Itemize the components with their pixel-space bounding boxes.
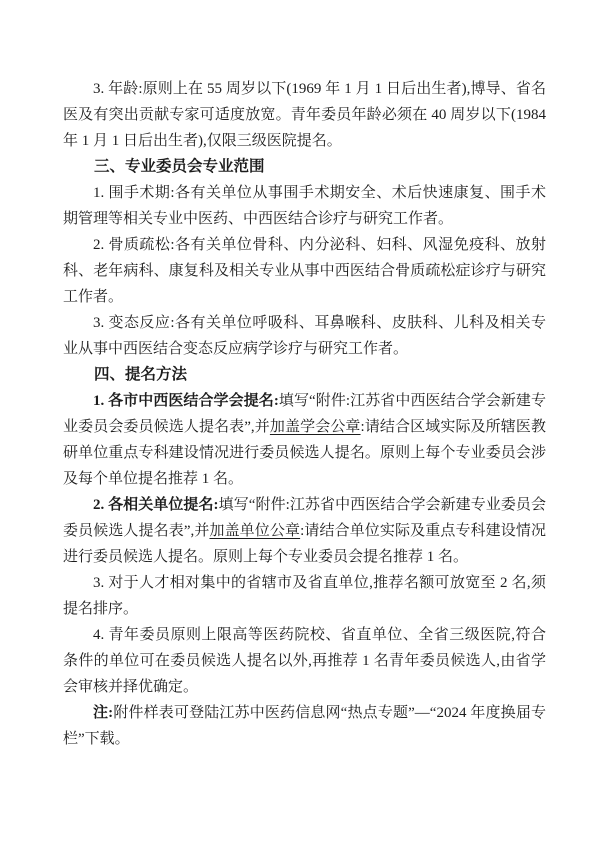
paragraph-text: 3. 对于人才相对集中的省辖市及省直单位,推荐名额可放宽至 2 名,须提名排序。	[63, 575, 546, 617]
paragraph-note	[63, 700, 546, 752]
paragraph-unit-nomination	[63, 492, 546, 570]
paragraph-quota-expansion	[63, 570, 546, 622]
paragraph-text: :请结合单位实际及重点专科建设情况进行委员候选人提名。原则上每个专业委员会提名推荐 1 名。	[63, 523, 546, 565]
paragraph-youth-member	[63, 622, 546, 700]
paragraph-city-society-nomination	[63, 388, 546, 492]
paragraph-text: 4. 青年委员原则上限高等医药院校、省直单位、全省三级医院,符合条件的单位可在委员候选人提名以外,再推荐 1 名青年委员候选人,由省学会审核并择优确定。	[63, 627, 546, 695]
paragraph-age-rule	[63, 76, 546, 154]
section-heading-scope	[63, 154, 546, 180]
paragraph-perioperative	[63, 180, 546, 232]
paragraph-text: 填写“附件:江苏省中西医结合学会新建专业委员会委员候选人提名表”,并	[63, 393, 547, 435]
paragraph-underlined-phrase: 加盖学会公章	[269, 419, 361, 435]
paragraph-text: 3. 年龄:原则上在 55 周岁以下(1969 年 1 月 1 日后出生者),博导、省名医及有突出贡献专家可适度放宽。青年委员年龄必须在 40 周岁以下(1984 年 1 月 1 日后出生者),仅限三级医院提名。	[63, 81, 546, 149]
paragraph-lead-bold: 1. 各市中西医结合学会提名:	[93, 393, 279, 409]
paragraph-text: 1. 围手术期:各有关单位从事围手术期安全、术后快速康复、围手术期管理等相关专业中医药、中西医结合诊疗与研究工作者。	[63, 185, 546, 227]
paragraph-osteoporosis	[63, 232, 546, 310]
paragraph-text: 填写“附件:江苏省中西医结合学会新建专业委员会委员候选人提名表”,并	[63, 497, 547, 539]
paragraph-underlined-phrase: 加盖单位公章	[209, 523, 301, 539]
paragraph-text: 2. 骨质疏松:各有关单位骨科、内分泌科、妇科、风湿免疫科、放射科、老年病科、康复科及相关专业从事中西医结合骨质疏松症诊疗与研究工作者。	[63, 237, 546, 305]
paragraph-text: 3. 变态反应:各有关单位呼吸科、耳鼻喉科、皮肤科、儿科及相关专业从事中西医结合变态反应病学诊疗与研究工作者。	[63, 315, 546, 357]
document-body	[63, 76, 546, 752]
paragraph-text: 附件样表可登陆江苏中医药信息网“热点专题”—“2024 年度换届专栏”下载。	[63, 705, 546, 747]
paragraph-allergy	[63, 310, 546, 362]
paragraph-lead-bold: 2. 各相关单位提名:	[93, 497, 219, 513]
note-label: 注:	[93, 705, 114, 721]
section-heading-nomination	[63, 362, 546, 388]
heading-text: 三、专业委员会专业范围	[94, 158, 265, 175]
paragraph-text: :请结合区域实际及所辖医教研单位重点专科建设情况进行委员候选人提名。原则上每个专业委员会涉及每个单位提名推荐 1 名。	[63, 419, 546, 487]
heading-text: 四、提名方法	[94, 366, 188, 383]
